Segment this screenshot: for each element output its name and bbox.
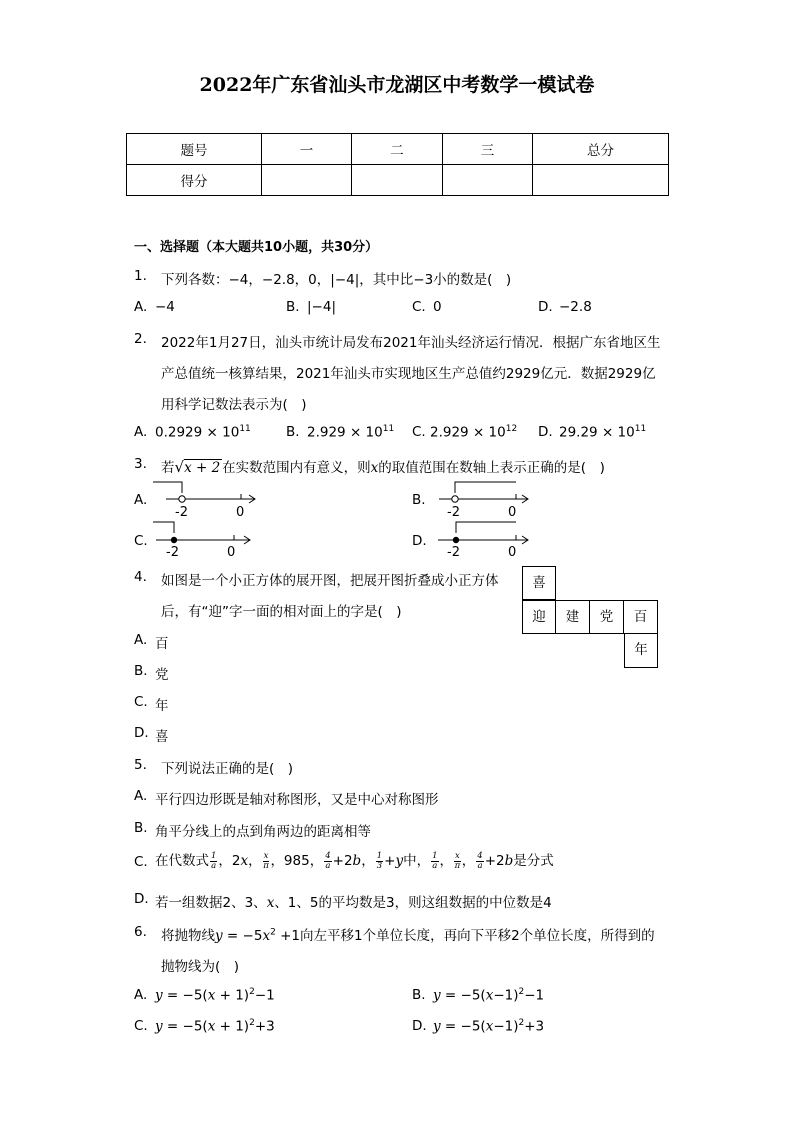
option-text: 喜	[155, 729, 169, 745]
option-text: 党	[155, 667, 169, 683]
option-text: 角平分线上的点到角两边的距离相等	[155, 824, 371, 840]
fraction	[476, 852, 483, 871]
numerator: 4	[477, 850, 483, 861]
variable: x	[207, 987, 216, 1004]
question-stem: 下列说法正确的是( )	[161, 761, 294, 777]
fraction	[454, 852, 461, 871]
score-cell[interactable]	[262, 165, 352, 196]
tick-label: 0	[508, 505, 517, 518]
tick-label: -2	[447, 505, 460, 518]
fraction	[324, 852, 331, 871]
option-label: C.	[134, 854, 148, 870]
option-label: D.	[538, 299, 553, 315]
tick-label: -2	[175, 505, 188, 518]
net-cell: 年	[624, 634, 658, 668]
numerator: x	[263, 850, 269, 861]
text: +3	[524, 1018, 545, 1035]
text: + 1)	[215, 1018, 250, 1035]
numerator: x	[455, 850, 460, 861]
question-stem	[161, 456, 605, 476]
option-label: D.	[134, 891, 149, 907]
text: ，	[248, 853, 262, 869]
option-label: C.	[412, 299, 426, 315]
stem-text: 在实数范围内有意义，则	[222, 460, 371, 476]
option-text	[155, 987, 275, 1004]
option-text	[433, 987, 544, 1004]
table-row	[127, 134, 669, 165]
text: −1)	[493, 987, 519, 1004]
range-bracket	[456, 522, 516, 533]
option-label: D.	[134, 725, 149, 741]
text: +1向左平移1个单位长度，再向下平移2个单位长度，所得到的	[275, 928, 655, 944]
sqrt-sign: √	[174, 458, 185, 476]
option-text: −4	[155, 299, 175, 315]
option-label: B.	[412, 987, 426, 1003]
option-label: D.	[412, 533, 427, 549]
text: 若一组数据2、3、	[155, 895, 267, 911]
stem-text: 的取值范围在数轴上表示正确的是( )	[378, 460, 605, 476]
variable: y	[395, 853, 404, 869]
text: −1	[254, 987, 275, 1004]
text: ，985，	[270, 853, 324, 869]
tick-label: 0	[227, 545, 236, 558]
net-cell: 建	[556, 600, 590, 634]
net-cell: 喜	[522, 566, 556, 600]
option-text	[307, 424, 394, 441]
fraction	[210, 852, 217, 871]
variable: b	[352, 853, 362, 869]
option-exponent: 11	[634, 424, 647, 434]
question-number: 6.	[134, 924, 147, 940]
option-mantissa: 0.2929 × 10	[155, 424, 240, 441]
option-label: A.	[134, 492, 148, 508]
tick-label: 0	[236, 505, 245, 518]
variable: x	[370, 460, 379, 476]
text: +	[384, 853, 396, 869]
variable: y	[155, 987, 163, 1004]
variable: b	[504, 853, 514, 869]
option-label: B.	[134, 663, 148, 679]
option-label: B.	[286, 299, 300, 315]
option-label: B.	[286, 424, 300, 440]
closed-endpoint	[171, 537, 177, 543]
fraction	[376, 852, 383, 871]
table-header-cell: 二	[352, 134, 443, 165]
text: = −5(	[162, 1018, 208, 1035]
question-number: 4.	[134, 569, 147, 585]
question-number: 2.	[134, 331, 147, 347]
denominator: a	[432, 860, 438, 871]
variable: x	[262, 928, 271, 944]
option-text: 平行四边形既是轴对称图形，又是中心对称图形	[155, 792, 439, 808]
text: 中，	[403, 853, 431, 869]
variable: x	[266, 895, 275, 911]
denominator: a	[325, 860, 331, 871]
number-line-c	[146, 518, 266, 558]
option-text	[559, 424, 646, 441]
table-row	[127, 165, 669, 196]
text: −1	[524, 987, 545, 1004]
option-text	[155, 1018, 275, 1035]
exponent: 2	[518, 987, 525, 997]
numerator: 1	[211, 850, 217, 861]
open-endpoint	[179, 496, 185, 502]
number-line-a	[146, 478, 266, 518]
variable: x	[485, 987, 494, 1004]
text: = −5(	[440, 1018, 486, 1035]
option-label: C.	[412, 424, 426, 440]
option-label: A.	[134, 788, 148, 804]
option-label: A.	[134, 299, 148, 315]
number-line-b	[424, 478, 544, 518]
score-cell[interactable]	[443, 165, 533, 196]
option-text	[433, 1018, 544, 1035]
text: 是分式	[513, 853, 554, 869]
option-text	[155, 848, 554, 874]
question-line: 产总值统一核算结果，2021年汕头市实现地区生产总值约2929亿元．数据2929亿	[161, 366, 656, 382]
table-header-cell: 三	[443, 134, 533, 165]
numerator: 1	[376, 850, 383, 861]
radicand: x + 2	[184, 460, 221, 476]
tick-label: -2	[166, 545, 179, 558]
option-mantissa: 29.29 × 10	[559, 424, 635, 441]
numerator: 1	[432, 850, 438, 861]
range-bracket	[455, 482, 516, 493]
fraction	[263, 852, 270, 871]
option-label: C.	[134, 533, 148, 549]
question-line: 抛物线为( )	[161, 959, 240, 975]
score-table	[126, 133, 669, 196]
score-cell[interactable]	[352, 165, 443, 196]
range-bracket	[153, 482, 182, 493]
open-endpoint	[452, 496, 458, 502]
table-header-cell: 总分	[533, 134, 669, 165]
cube-net-figure	[522, 566, 658, 668]
denominator: a	[211, 860, 217, 871]
option-label: B.	[134, 820, 148, 836]
option-exponent: 11	[382, 424, 395, 434]
net-cell: 迎	[522, 600, 556, 634]
variable: x	[207, 1018, 216, 1035]
option-text: 0	[433, 299, 442, 315]
exponent: 2	[249, 1018, 255, 1028]
net-cell: 党	[590, 600, 624, 634]
option-label: A.	[134, 987, 148, 1003]
score-cell[interactable]	[533, 165, 669, 196]
option-text	[155, 891, 552, 911]
text: −1)	[493, 1018, 519, 1035]
question-line: 2022年1月27日，汕头市统计局发布2021年汕头经济运行情况．根据广东省地区生	[161, 335, 661, 351]
denominator: π	[263, 860, 269, 871]
option-label: A.	[134, 632, 148, 648]
question-number: 5.	[134, 757, 147, 773]
option-mantissa: 2.929 × 10	[430, 424, 506, 441]
option-text: 年	[155, 698, 169, 714]
text: ，	[361, 853, 375, 869]
text: 、1、5的平均数是3，则这组数据的中位数是4	[274, 895, 552, 911]
denominator: a	[477, 860, 483, 871]
net-cell: 百	[624, 600, 658, 634]
text: ，	[461, 853, 476, 869]
variable: x	[485, 1018, 494, 1035]
table-header-cell: 一	[262, 134, 352, 165]
table-header-cell: 题号	[127, 134, 262, 165]
variable: y	[433, 987, 441, 1004]
option-label: D.	[412, 1018, 427, 1034]
text: + 1)	[215, 987, 250, 1004]
range-bracket	[153, 522, 174, 533]
numerator: 4	[325, 850, 331, 861]
exponent: 2	[518, 1018, 525, 1028]
text: ，	[439, 853, 453, 869]
question-number: 3.	[134, 456, 147, 472]
option-mantissa: 2.929 × 10	[307, 424, 383, 441]
text: 在代数式	[155, 853, 209, 869]
table-row-label: 得分	[127, 165, 262, 196]
question-line	[161, 924, 655, 944]
option-label: B.	[412, 492, 426, 508]
option-exponent: 12	[505, 424, 518, 434]
option-label: C.	[134, 694, 148, 710]
text: ，2	[218, 853, 241, 869]
stem-text: 若	[161, 460, 175, 476]
question-stem: 下列各数：−4，−2.8，0，|−4|，其中比−3小的数是( )	[161, 272, 512, 288]
option-text	[430, 424, 517, 441]
section-heading: 一、选择题（本大题共10小题，共30分）	[134, 240, 379, 255]
option-exponent: 11	[239, 424, 251, 434]
text: +2	[332, 853, 353, 869]
option-text: −2.8	[559, 299, 592, 315]
option-text: |−4|	[307, 299, 336, 315]
variable: y	[215, 928, 223, 944]
option-label: C.	[134, 1018, 148, 1034]
variable: y	[155, 1018, 163, 1035]
text: = −5(	[162, 987, 208, 1004]
text: = −5	[222, 928, 263, 944]
question-number: 1.	[134, 268, 147, 284]
page-title: 2022年广东省汕头市龙湖区中考数学一模试卷	[199, 74, 595, 96]
denominator: 3	[376, 860, 383, 871]
text: 将抛物线	[161, 928, 215, 944]
option-label: A.	[134, 424, 148, 440]
question-line: 如图是一个小正方体的展开图，把展开图折叠成小正方体	[161, 573, 499, 589]
question-line: 后，有“迎”字一面的相对面上的字是( )	[161, 604, 402, 620]
fraction	[431, 852, 438, 871]
variable: y	[433, 1018, 441, 1035]
option-text: 百	[155, 636, 169, 652]
exponent: 2	[249, 987, 255, 997]
text: +2	[484, 853, 505, 869]
text: +3	[254, 1018, 275, 1035]
question-line: 用科学记数法表示为( )	[161, 397, 307, 413]
text: = −5(	[440, 987, 486, 1004]
option-label: D.	[538, 424, 553, 440]
exponent: 2	[270, 927, 276, 938]
tick-label: 0	[508, 545, 517, 558]
denominator: π	[454, 860, 461, 871]
option-text	[155, 424, 251, 441]
closed-endpoint	[453, 537, 459, 543]
variable: x	[240, 853, 249, 869]
tick-label: -2	[447, 545, 460, 558]
number-line-d	[424, 518, 544, 558]
